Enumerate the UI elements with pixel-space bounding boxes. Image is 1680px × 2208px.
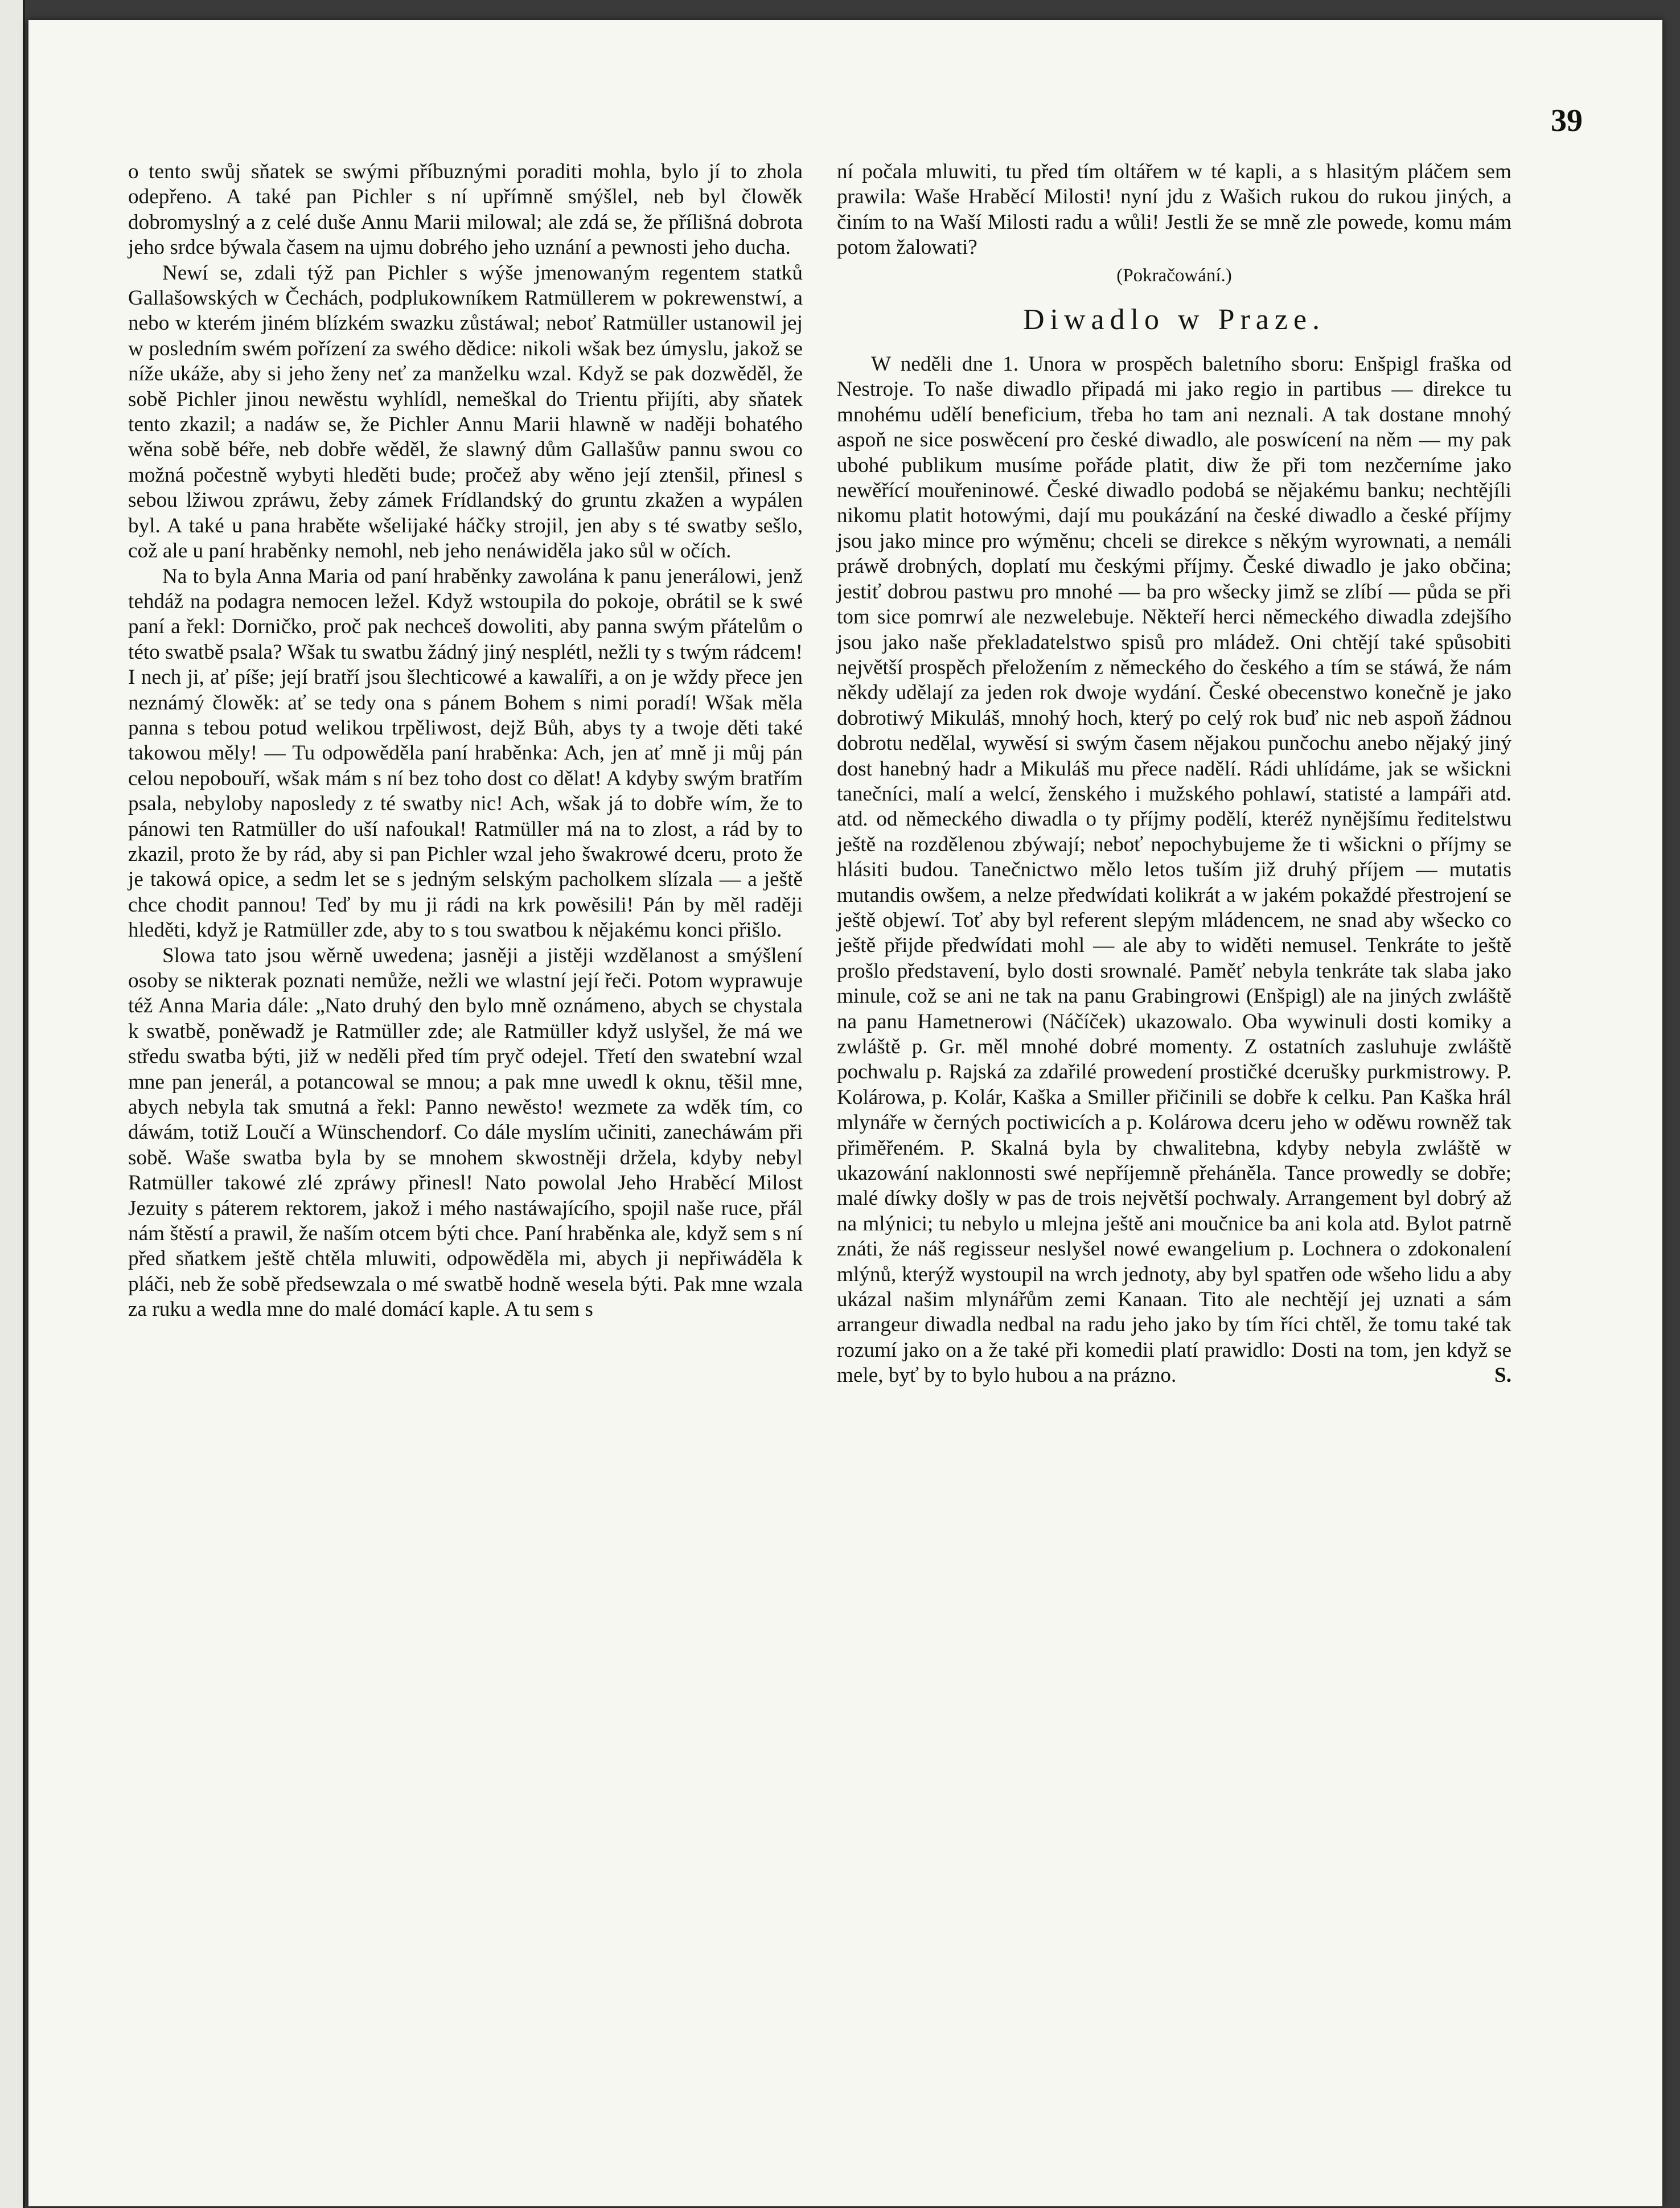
right-column: [837, 159, 1511, 1389]
left-paragraph-3: Na to byla Anna Maria od paní hraběnky zawolána k panu jenerálowi, jenž tehdáž na podagra nemocen ležel. Když wstoupila do pokoje, obrátil se k swé paní a řekl: Dorničko, proč pak nechceš dowoliti, aby panna swým přátelům o této swatbě psala? Wšak tu swatbu žádný jiný nesplétl, nežli ty s twým rádcem! I nech ji, ať píše; její bratří jsou šlechticowé a kawalíři, a on je wždy přece jen neznámý člowěk: ať se tedy ona s pánem Bohem s nimi poradí! Wšak měla panna s tebou potud welikou trpěliwost, dejž Bůh, abys ty a twoje děti také takowou měly! — Tu odpowěděla paní hraběnka: Ach, jen ať mně ji můj pán celou nepobouří, wšak mám s ní bez toho dost co dělat! A kdyby swým bratřím psala, nebyloby naposledy z té swatby nic! Ach, wšak já to dobře wím, že to pánowi ten Ratmüller do uší nafoukal! Ratmüller má na to zlost, a rád by to zkazil, proto že by rád, aby si pan Pichler wzal jeho šwakrowé dceru, proto že je takowá opice, a sedm let se s jedným selským pacholkem slízala — a ještě chce chodit pannou! Teď by mu ji rádi na krk powěsili! Pán by měl raději hleděti, když je Ratmüller zde, aby to s tou swatbou k nějakému konci přišlo.: [128, 564, 803, 942]
theatre-review-paragraph: [837, 352, 1511, 1389]
right-paragraph-continued: ní počala mluwiti, tu před tím oltářem w té kapli, a s hlasitým pláčem sem prawila: Waše Hraběcí Milosti! nyní jdu z Wašich rukou do rukou jiných, a činím to na Waší Milosti radu a wůli! Jestli že se mně zle powede, komu mám potom žalowati?: [837, 160, 1511, 260]
left-paragraph-1: o tento swůj sňatek se swými příbuznými poraditi mohla, bylo jí to zhola odepřeno. A také pan Pichler s ní upřímně smýšlel, neb byl člowěk dobromyslný a z celé duše Annu Marii milowal; ale zdá se, že přílišná dobrota jeho srdce býwala časem na ujmu dobrého jeho uznání a pewnosti jeho ducha.: [128, 160, 803, 260]
section-title: Diwadlo w Praze.: [1022, 303, 1326, 336]
left-column: [128, 159, 803, 1323]
left-paragraph-4: Slowa tato jsou wěrně uwedena; jasněji a jistěji wzdělanost a smýšlení osoby se nikterak poznati nemůže, nežli we wlastní její řeči. Potom wyprawuje též Anna Maria dále: „Nato druhý den bylo mně oznámeno, abych se chystala k swatbě, poněwadž je Ratmüller zde; ale Ratmüller když uslyšel, že má we středu swatba býti, již w neděli před tím pryč odejel. Třetí den swatební wzal mne pan jenerál, a potancowal se mnou; a pak mne uwedl k oknu, těšil mne, abych nebyla tak smutná a řekl: Panno newěsto! wezmete za wděk tím, co dáwám, totiž Loučí a Wünschendorf. Co dále myslím učiniti, zanecháwám při sobě. Waše swatba byla by se mnohem skwostněji držela, kdyby nebyl Ratmüller takowé zlé zpráwy přinesl! Nato powolal Jeho Hraběcí Milost Jezuity s páterem rektorem, jakož i mého nastáwajícího, spojil naše ruce, přál nám štěstí a prawil, že naším otcem býti chce. Paní hraběnka ale, když sem s ní před sňatkem ještě chtěla mluwiti, odpowěděla mi, abych ji nepřiwáděla k pláči, neb že sobě předsewzala o mé swatbě hodně wesela býti. Pak mne wzala za ruku a wedla mne do malé domácí kaple. A tu sem s: [128, 943, 803, 1321]
page-number: 39: [1551, 103, 1583, 138]
adjacent-page-edge: [0, 0, 25, 2208]
theatre-review-text: W neděli dne 1. Unora w prospěch baletního sboru: Enšpigl fraška od Nestroje. To naše diwadlo připadá mi jako regio in partibus — direkce tu mnohému udělí beneficium, třeba ho tam ani neznali. A tak dostane mnohý aspoň ne sice poswěcení pro české diwadlo, ale poswícení na něm — my pak ubohé publikum musíme pořáde platit, diw že při tom nezčerníme jako newěřící mouřeninowé. České diwadlo podobá se nějakému banku; nechtějíli nikomu platit hotowými, dají mu poukázání na české diwadlo a české příjmy jsou jako mince pro wýměnu; chceli se direkce s někým wyrownati, a nemáli práwě drobných, doplatí mu českými příjmy. České diwadlo je jako občina; jestiť dobrou pastwu pro mnohé — ba pro wšecky jimž se zlíbí — půda se při tom sice pomrwí ale nezwelebuje. Někteří herci německého diwadla zdejšího jsou jako naše překladatelstwo spisů pro mládež. Oni chtějí také spůsobiti největší prospěch přeložením z německého do českého a tím se stáwá, že nám někdy udělají za jeden rok dwoje wydání. České obecenstwo konečně je jako dobrotiwý Mikuláš, mnohý hoch, který po celý rok buď nic neb aspoň žádnou dobrotu nedělal, wywěsí si swým časem nějakou punčochu anebo nějaký jiný dost hanebný hadr a Mikuláš mu přece nadělí. Rádi uhlídáme, jak se wšickni tanečníci, malí a welcí, ženského i mužského pohlawí, statisté a lampáři atd. atd. od německého diwadla o ty příjmy podělí, kteréž nynějšímu ředitelstwu ještě na rozdělenou zbýwají; neboť nepochybujeme že ti wšickni o příjmy se hlásiti budou. Tanečnictwo mělo letos tuším již druhý příjem — mutatis mutandis owšem, a nelze předwídati kolikrát a w jakém pokaždé přestrojení se ještě objewí. Toť aby byl referent slepým mládencem, ne snad aby wšecko co ještě přijde předwídati mohl — ale aby to widěti nemusel. Tenkráte to ještě prošlo představení, bylo dosti srownalé. Paměť nebyla tenkráte tak slaba jako minule, což se ani ne tak na panu Grabingrowi (Enšpigl) ale na jiných zwláště na panu Hametnerowi (Náčíček) ukazowalo. Oba wywinuli dosti komiky a zwláště p. Gr. měl mnohé dobré momenty. Z ostatních zasluhuje zwláště pochwalu p. Rajská za zdařilé prowedení prostičké dcerušky purkmistrowy. P. Kolárowa, p. Kolár, Kaška a Smiller přičinili se dobře k celku. Pan Kaška hrál mlynáře w černých poctiwicích a p. Kolárowa dceru jeho w oděwu rowněž tak přiměřeném. P. Skalná byla by chwalitebna, kdyby nebyla zwláště w ukazowání naklonnosti swé nepříjemně přeháněla. Tance prowedly se dobře; malé díwky došly w pas de trois největší pochwaly. Arrangement byl dobrý až na mlýnici; tu nebylo u mlejna ještě ani moučnice ba ani kola atd. Bylot patrně znáti, že náš regisseur neslyšel nowé ewangelium p. Lochnera o zdokonalení mlýnů, kterýž wystoupil na wrch jednoty, aby byl spatřen ode wšeho lidu a aby ukázal našim mlynářům zemi Kanaan. Tito ale nechtějí jej uznati a sám arrangeur diwadla nedbal na radu jeho jako by tím říci chtěl, že tomu také tak rozumí jako on a že také při komedii platí prawidlo: Dosti na tom, jen když se mele, byť by to bylo hubou a na prázno.: [837, 352, 1511, 1388]
left-paragraph-2: Newí se, zdali týž pan Pichler s wýše jmenowaným regentem statků Gallašowských w Čechách, podplukowníkem Ratmüllerem w pokrewenstwí, a nebo w kterém jiném blízkém swazku zůstáwal; neboť Ratmüller ustanowil jej w posledním swém pořízení za swého dědice: nikoli wšak bez úmyslu, jakož se níže ukáže, aby si jeho ženy neť za manželku wzal. Když se pak dozwěděl, že sobě Pichler jinou newěstu wyhlídl, nemeškal do Trientu přijíti, aby sňatek tento zkazil; a nadáw se, že Pichler Annu Marii hlawně w naději bohatého wěna sobě béře, neb dobře wěděl, že slawný dům Gallašůw pannu swou co možná počestně wybyti hleděti bude; pročež aby wěno její ztenšil, přinesl s sebou lžiwou zpráwu, žeby zámek Frídlandský do gruntu zkažen a wypálen byl. A také u pana hraběte wšelijaké háčky strojil, jen aby s té swatby sešlo, což ale u paní hraběnky nemohl, neb jeho nenáwiděla jako sůl w očích.: [128, 261, 803, 563]
newspaper-page: [28, 20, 1662, 2206]
continued-note: (Pokračowání.): [1116, 265, 1232, 286]
author-signature: S.: [1494, 1364, 1511, 1388]
